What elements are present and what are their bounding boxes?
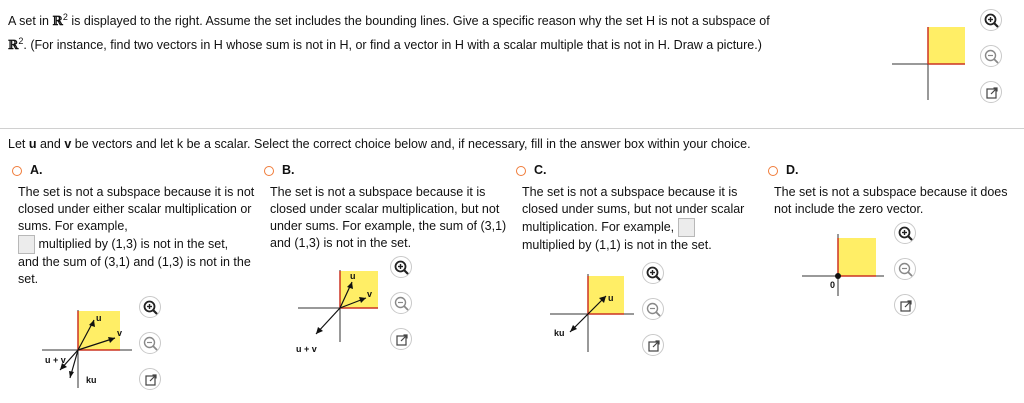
zoom-out-icon — [895, 259, 917, 281]
zoom-in-icon — [391, 257, 413, 279]
option-d-zoom-out-button[interactable] — [894, 258, 916, 280]
section-divider — [0, 128, 1024, 129]
set-h-figure — [888, 24, 968, 104]
open-external-icon — [643, 335, 665, 357]
option-b-zoom-in-button[interactable] — [390, 256, 412, 278]
graph-label-ku: ku — [86, 375, 97, 385]
option-b-graph — [290, 268, 380, 356]
option-b-text: The set is not a subspace because it is closed under scalar multiplication, but not under sums. For example, the sum of (3,1) and (1,3) is not in the set. — [270, 185, 507, 250]
graph-label-v: v — [117, 328, 123, 338]
option-a-zoom-in-button[interactable] — [139, 296, 161, 318]
open-external-icon — [895, 295, 917, 317]
origin-point — [835, 273, 841, 279]
option-b-zoom-out-button[interactable] — [390, 292, 412, 314]
r-symbol: ℝ — [52, 13, 63, 29]
option-d-zoom-in-button[interactable] — [894, 222, 916, 244]
option-b-label: B. — [282, 163, 295, 177]
open-external-icon — [981, 82, 1003, 104]
option-a-answer-box[interactable] — [18, 235, 35, 254]
graph-label-u: u — [96, 313, 102, 323]
zoom-out-icon — [391, 293, 413, 315]
open-external-button[interactable] — [980, 81, 1002, 103]
instruction-text: Let u and v be vectors and let k be a scalar. Select the correct choice below and, if necessary, fill in the answer box within your choice. — [8, 137, 751, 151]
option-b-open-external-button[interactable] — [390, 328, 412, 350]
option-d-graph — [800, 232, 886, 298]
graph-label-u: u — [350, 271, 356, 281]
zoom-out-button[interactable] — [980, 45, 1002, 67]
graph-label-ku: ku — [554, 328, 565, 338]
graph-label-origin: 0 — [830, 280, 836, 290]
zoom-in-button[interactable] — [980, 9, 1002, 31]
option-c-label: C. — [534, 163, 547, 177]
option-b-radio[interactable] — [264, 166, 274, 176]
option-a-text: The set is not a subspace because it is not closed under either scalar multiplication or sums. For example, multiplied by (1,3) is not in the set, and the sum of (3,1) and (1,3) is not in the set. — [18, 185, 255, 286]
option-c-answer-box[interactable] — [678, 218, 695, 237]
zoom-in-icon — [140, 297, 162, 319]
option-a-radio[interactable] — [12, 166, 22, 176]
graph-label-sum: u + v — [296, 344, 317, 354]
option-c-graph — [548, 272, 638, 358]
option-d-open-external-button[interactable] — [894, 294, 916, 316]
zoom-out-icon — [140, 333, 162, 355]
option-a-open-external-button[interactable] — [139, 368, 161, 390]
option-c-zoom-in-button[interactable] — [642, 262, 664, 284]
option-c-radio[interactable] — [516, 166, 526, 176]
graph-label-sum: u + v — [45, 355, 66, 365]
question-prompt: A set in ℝ$^2$ is displayed to the right. Assume the set includes the bounding lines. Give a specific reason why the set H is not a subspace of ℝ$^2$. (For instance, find two vectors in H whose sum is not in H, or find a vector in H with a scalar multiple that is not in H. Draw a picture.) — [8, 12, 770, 53]
graph-label-u: u — [608, 293, 614, 303]
option-a-graph — [40, 308, 135, 390]
option-c-zoom-out-button[interactable] — [642, 298, 664, 320]
option-a-label: A. — [30, 163, 43, 177]
option-a-zoom-out-button[interactable] — [139, 332, 161, 354]
graph-label-v: v — [367, 289, 373, 299]
zoom-in-icon — [643, 263, 665, 285]
zoom-in-icon — [895, 223, 917, 245]
zoom-in-icon — [981, 10, 1003, 32]
open-external-icon — [140, 369, 162, 391]
option-d-text: The set is not a subspace because it does not include the zero vector. — [774, 185, 1008, 216]
open-external-icon — [391, 329, 413, 351]
option-d-radio[interactable] — [768, 166, 778, 176]
r-symbol: ℝ — [8, 37, 19, 53]
region-h — [928, 27, 965, 64]
option-c-text: The set is not a subspace because it is closed under sums, but not under scalar multiplication. For example, multiplied by (1,1) is not in the set. — [522, 185, 745, 252]
option-d-label: D. — [786, 163, 799, 177]
option-c-open-external-button[interactable] — [642, 334, 664, 356]
zoom-out-icon — [981, 46, 1003, 68]
zoom-out-icon — [643, 299, 665, 321]
